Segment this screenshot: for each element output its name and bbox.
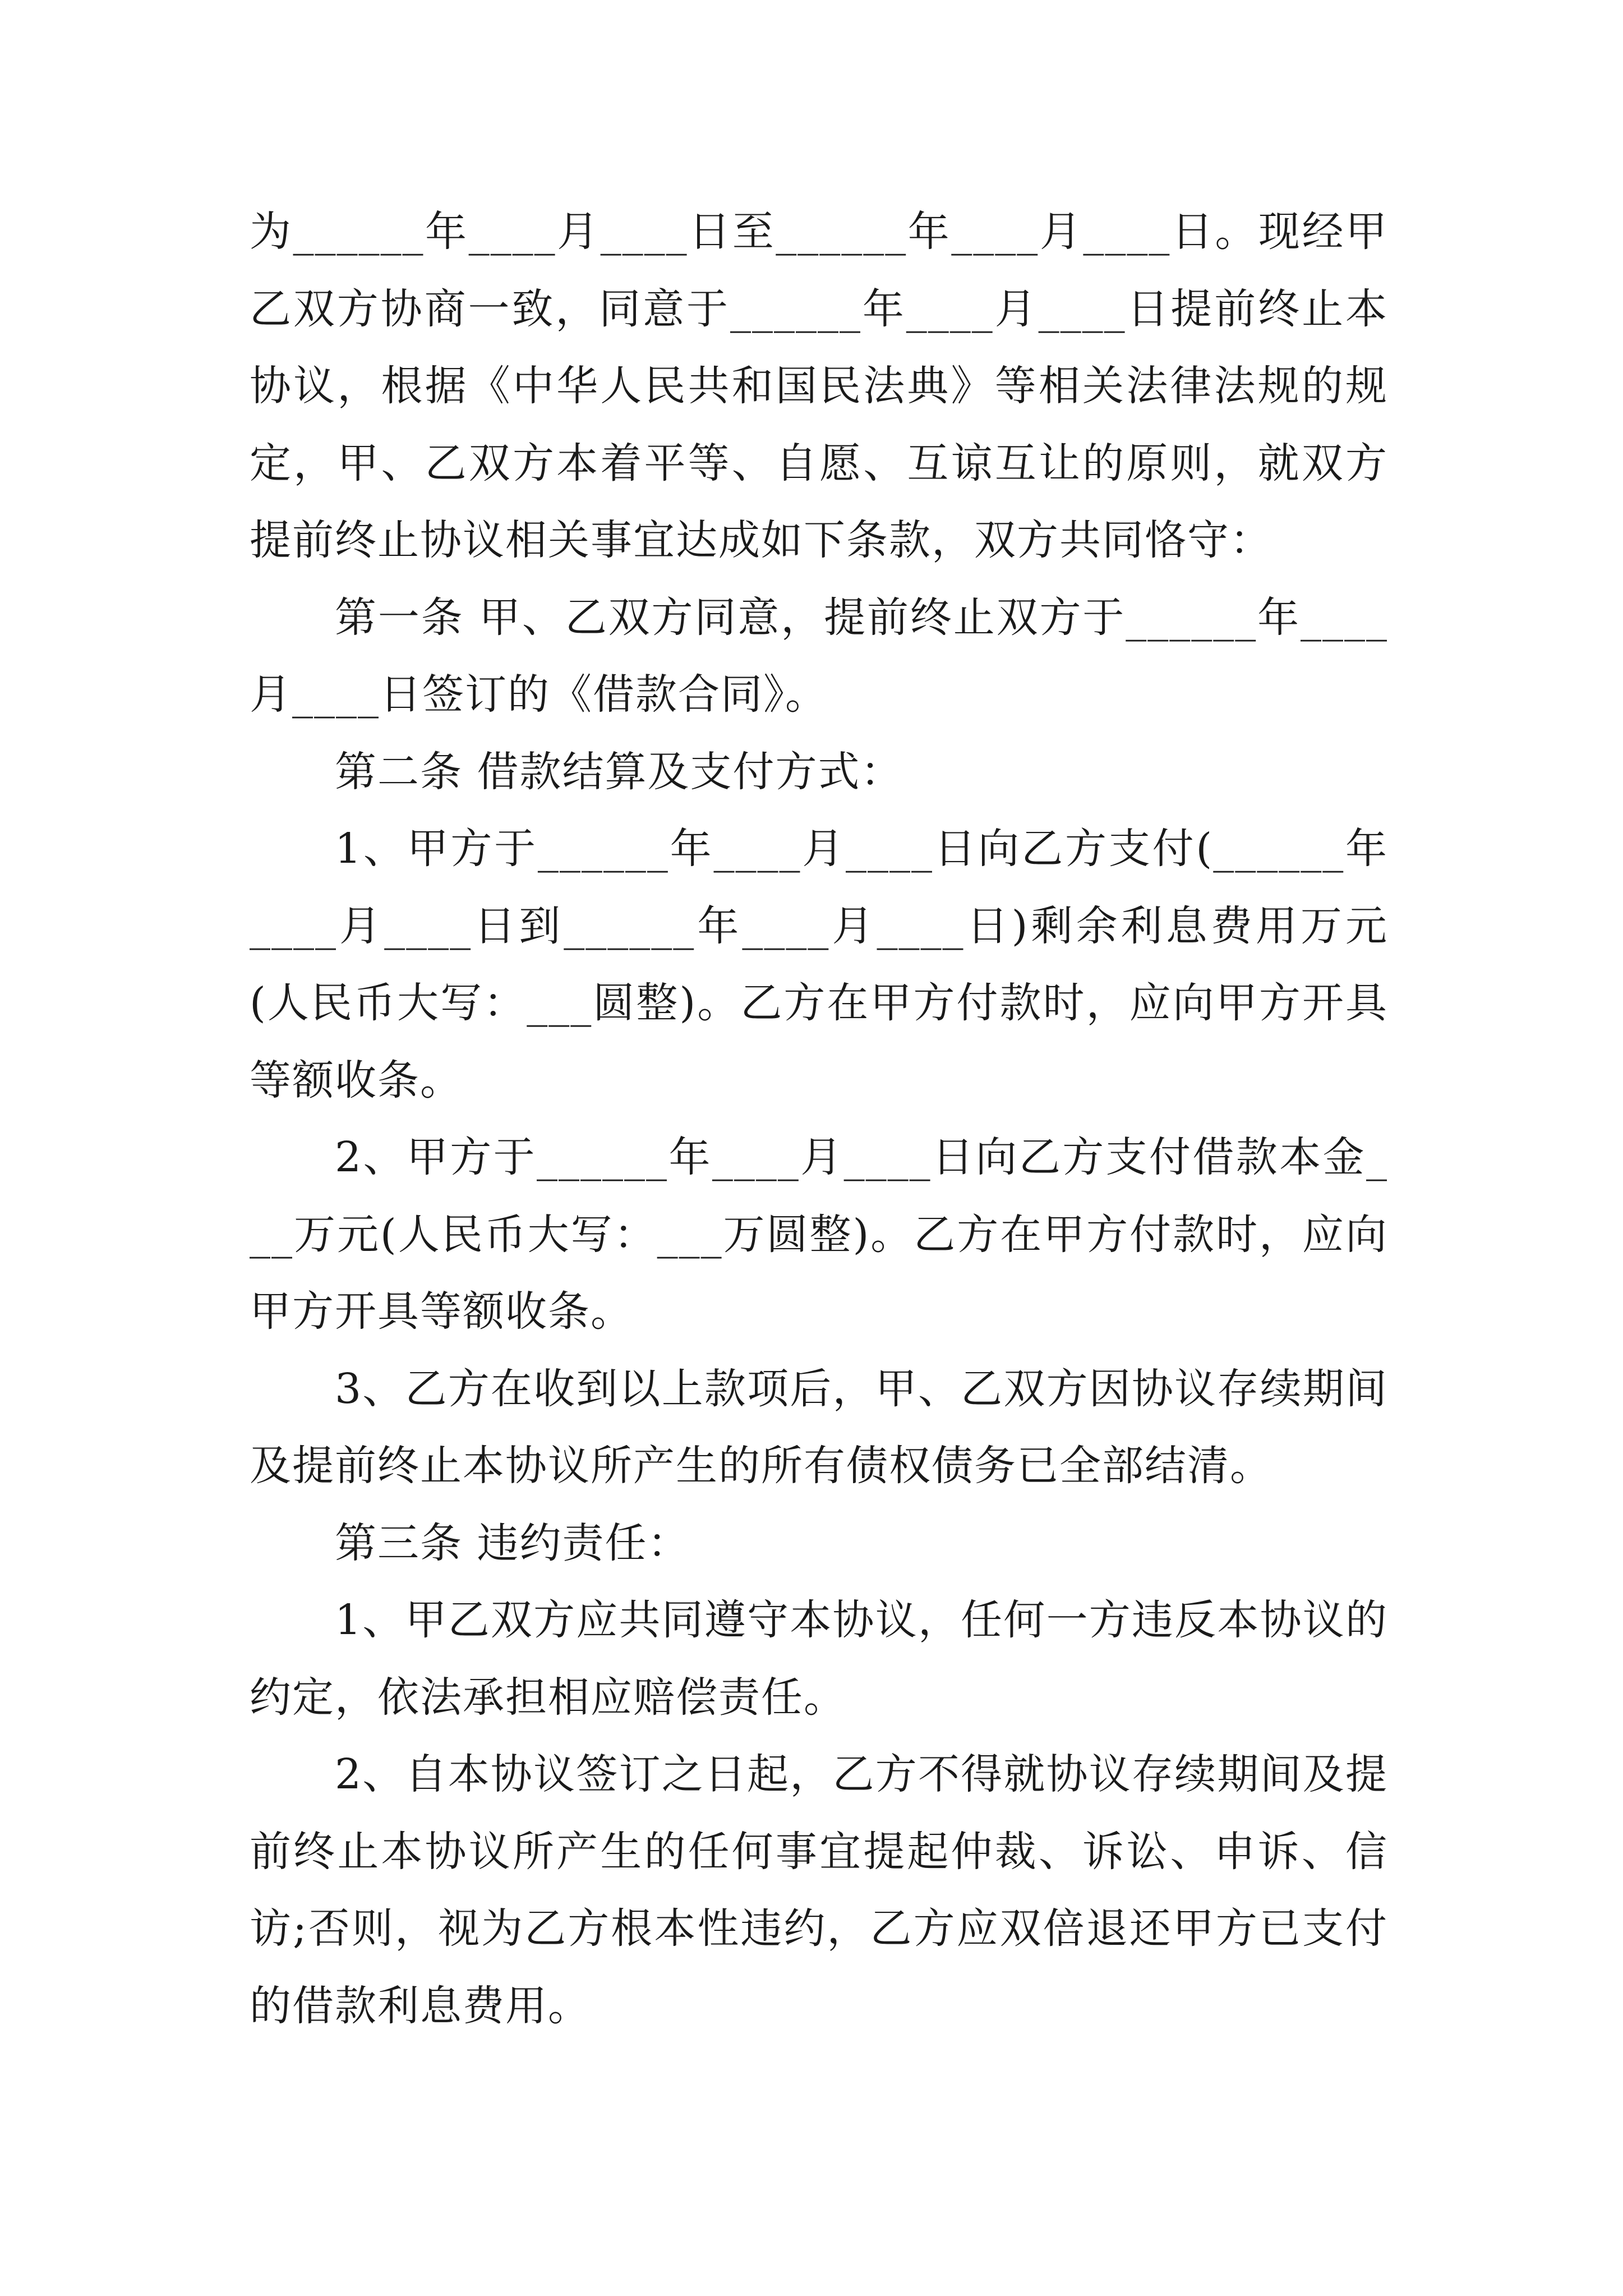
paragraph-article-2-heading: 第二条 借款结算及支付方式： [335, 747, 903, 796]
paragraph-article-2-item-2: 2、甲方于______年____月____日向乙方支付借款本金___万元(人民币大写：___万圆整)。乙方在甲方付款时，应向甲方开具等额收条。 [250, 1133, 1388, 1336]
document-body [250, 194, 1388, 2045]
paragraph-article-3-item-1: 1、甲乙双方应共同遵守本协议，任何一方违反本协议的约定，依法承担相应赔偿责任。 [250, 1596, 1388, 1722]
paragraph-article-1: 第一条 甲、乙双方同意，提前终止双方于______年____月____日签订的《借款合同》。 [250, 593, 1388, 719]
paragraph-article-3-item-2: 2、自本协议签订之日起，乙方不得就协议存续期间及提前终止本协议所产生的任何事宜提起仲裁、诉讼、申诉、信访;否则，视为乙方根本性违约，乙方应双倍退还甲方已支付的借款利息费用。 [250, 1750, 1388, 2030]
paragraph-article-2-item-1: 1、甲方于______年____月____日向乙方支付(______年____月____日到______年____月____日)剩余利息费用万元(人民币大写：___圆整)。乙方在甲方付款时，应向甲方开具等额收条。 [250, 825, 1388, 1105]
paragraph-intro: 为______年____月____日至______年____月____日。现经甲乙双方协商一致，同意于______年____月____日提前终止本协议，根据《中华人民共和国民法典》等相关法律法规的规定，甲、乙双方本着平等、自愿、互谅互让的原则，就双方提前终止协议相关事宜达成如下条款，双方共同恪守： [250, 208, 1388, 564]
paragraph-article-3-heading: 第三条 违约责任： [335, 1519, 690, 1567]
paragraph-article-2-item-3: 3、乙方在收到以上款项后，甲、乙双方因协议存续期间及提前终止本协议所产生的所有债权债务已全部结清。 [250, 1364, 1388, 1490]
